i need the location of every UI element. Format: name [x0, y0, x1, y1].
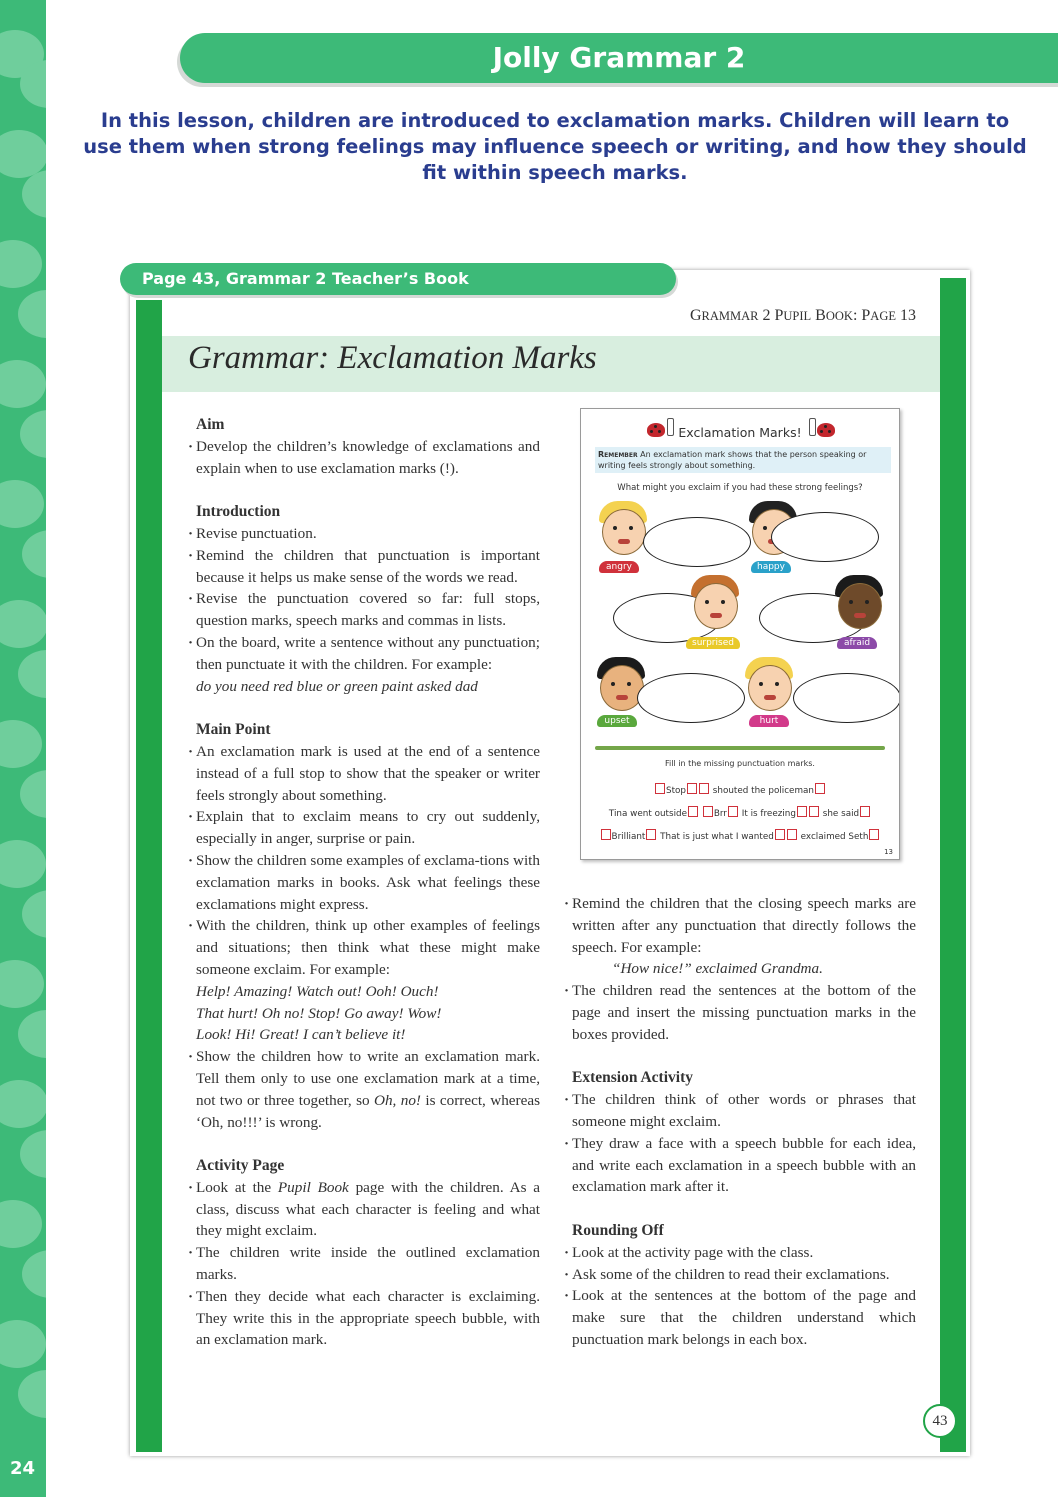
main-point-list — [188, 741, 540, 1133]
list-item: · Ask some of the children to read their exclamations. — [564, 1264, 916, 1286]
pupil-book-title: Exclamation Marks! — [678, 425, 802, 440]
rounding-list — [564, 1242, 916, 1351]
feeling-label: hurt — [749, 715, 789, 727]
aim-heading: Aim — [196, 416, 225, 433]
list-item: · Look at the sentences at the bottom of the page and make sure that the children understand which punctuation mark belongs in each box. — [564, 1285, 916, 1350]
exercise-line: Tina went outside Brr It is freezing she said — [581, 806, 899, 819]
pupil-book-page-number: 13 — [884, 848, 893, 856]
hurt-face-icon — [748, 665, 792, 711]
feeling-label: angry — [599, 561, 639, 573]
list-item: · Show the children how to write an exclamation mark. Tell them only to use one exclamation mark at a time, not two or three together, so Oh, no! is correct, whereas ‘Oh, no!!!’ is wrong. — [188, 1046, 540, 1133]
pupil-book-thumbnail — [580, 408, 900, 860]
ladybird-icon — [817, 423, 835, 437]
example-exclamations: Help! Amazing! Watch out! Ooh! Ouch! — [196, 982, 439, 1000]
afraid-face-icon — [838, 583, 882, 629]
list-item: · They draw a face with a speech bubble for each idea, and write each exclamation in a speech bubble with an exclamation mark after it. — [564, 1133, 916, 1198]
introduction-list — [188, 523, 540, 697]
list-item: · Show the children some examples of exclama-tions with exclamation marks in books. Ask what feelings these exclamations might express. — [188, 850, 540, 915]
list-item: · The children think of other words or phrases that someone might exclaim. — [564, 1089, 916, 1133]
left-column — [188, 414, 540, 1373]
exercise-line: Brilliant That is just what I wanted exclaimed Seth — [581, 829, 899, 842]
aim-list — [188, 436, 540, 480]
main-point-heading: Main Point — [196, 721, 271, 739]
rounding-heading: Rounding Off — [572, 1221, 664, 1239]
left-green-bar — [136, 300, 162, 1452]
feeling-label: afraid — [837, 637, 877, 649]
list-item: · Look at the Pupil Book page with the children. As a class, discuss what each character is feeling and what they might exclaim. — [188, 1177, 540, 1242]
surprised-face-icon — [694, 583, 738, 629]
feeling-label: upset — [597, 715, 637, 727]
list-item: · With the children, think up other examples of feelings and situations; then think what these might make someone exclaim. For example: Help! Amazing! Watch out! Ooh! Ouch! That hurt! Oh no! Stop! Go away! Wow! Look! Hi! Great! I can’t believe it! — [188, 915, 540, 1046]
remember-box: Remember An exclamation mark shows that the person speaking or writing feels strongly about something. — [595, 447, 891, 473]
header-title: Jolly Grammar 2 — [492, 41, 746, 74]
fill-instruction: Fill in the missing punctuation marks. — [665, 759, 815, 768]
speech-bubble — [771, 512, 879, 562]
teacher-page-number: 43 — [923, 1404, 957, 1438]
intro-text: In this lesson, children are introduced to exclamation marks. Children will learn to use them when strong feelings may influence speech or writing, and how they should fit within speech marks. — [83, 109, 1027, 184]
title-band — [162, 336, 940, 392]
vine-divider — [595, 746, 885, 750]
list-item: · Remind the children that the closing speech marks are written after any punctuation that directly follows the speech. For example: “How nice!” exclaimed Grandma. — [564, 893, 916, 980]
pupil-book-question: What might you exclaim if you had these strong feelings? — [617, 483, 863, 493]
example-exclamations: That hurt! Oh no! Stop! Go away! Wow! — [196, 1004, 442, 1022]
list-item: · On the board, write a sentence without any punctuation; then punctuate it with the children. For example: do you need red blue or green paint asked dad — [188, 632, 540, 697]
list-item: · An exclamation mark is used at the end of a sentence instead of a full stop to show that the speaker or writer feels strongly about something. — [188, 741, 540, 806]
exclamation-outline-icon — [809, 418, 816, 436]
page-heading: Grammar: Exclamation Marks — [188, 340, 597, 376]
example-sentence: “How nice!” exclaimed Grandma. — [612, 960, 823, 978]
extension-heading: Extension Activity — [572, 1069, 693, 1087]
feeling-label: surprised — [686, 637, 740, 649]
header-bar — [180, 33, 1058, 83]
activity-list — [188, 1177, 540, 1351]
list-item: · Look at the activity page with the class. — [564, 1242, 916, 1264]
list-item: · The children write inside the outlined exclamation marks. — [188, 1242, 540, 1286]
right-column — [564, 893, 916, 1373]
right-green-bar — [940, 278, 966, 1452]
list-item: · Explain that to exclaim means to cry out suddenly, especially in anger, surprise or pain. — [188, 806, 540, 850]
list-item: · Revise punctuation. — [188, 523, 540, 545]
list-item: · Revise the punctuation covered so far: full stops, question marks, speech marks and commas in lists. — [188, 588, 540, 632]
speech-bubble — [637, 673, 745, 723]
right-activity-list — [564, 893, 916, 1046]
speech-bubble — [793, 673, 900, 723]
list-item: · The children read the sentences at the bottom of the page and insert the missing punctuation marks in the boxes provided. — [564, 980, 916, 1045]
activity-heading: Activity Page — [196, 1157, 285, 1175]
list-item: · Then they decide what each character is exclaiming. They write this in the appropriate speech bubble, with an exclamation mark. — [188, 1286, 540, 1351]
page-label-text: Page 43, Grammar 2 Teacher’s Book — [142, 269, 469, 288]
angry-face-icon — [602, 509, 646, 555]
page-number: 24 — [10, 1458, 36, 1479]
example-sentence: do you need red blue or green paint asked dad — [196, 677, 478, 695]
extension-list — [564, 1089, 916, 1198]
speech-bubble — [643, 517, 751, 567]
introduction-heading: Introduction — [196, 503, 281, 521]
feeling-label: happy — [751, 561, 791, 573]
pupil-book-reference: GRAMMAR 2 PUPIL BOOK: PAGE 13 — [689, 307, 916, 324]
decorative-side-strip — [0, 0, 46, 1497]
example-exclamations: Look! Hi! Great! I can’t believe it! — [196, 1026, 406, 1044]
page-label-tab — [120, 263, 676, 295]
upset-face-icon — [600, 665, 644, 711]
exercise-line: Stop shouted the policeman — [581, 783, 899, 796]
list-item: · Remind the children that punctuation is important because it helps us make sense of the words we read. — [188, 545, 540, 589]
list-item: · Develop the children’s knowledge of exclamations and explain when to use exclamation marks (!). — [188, 436, 540, 480]
